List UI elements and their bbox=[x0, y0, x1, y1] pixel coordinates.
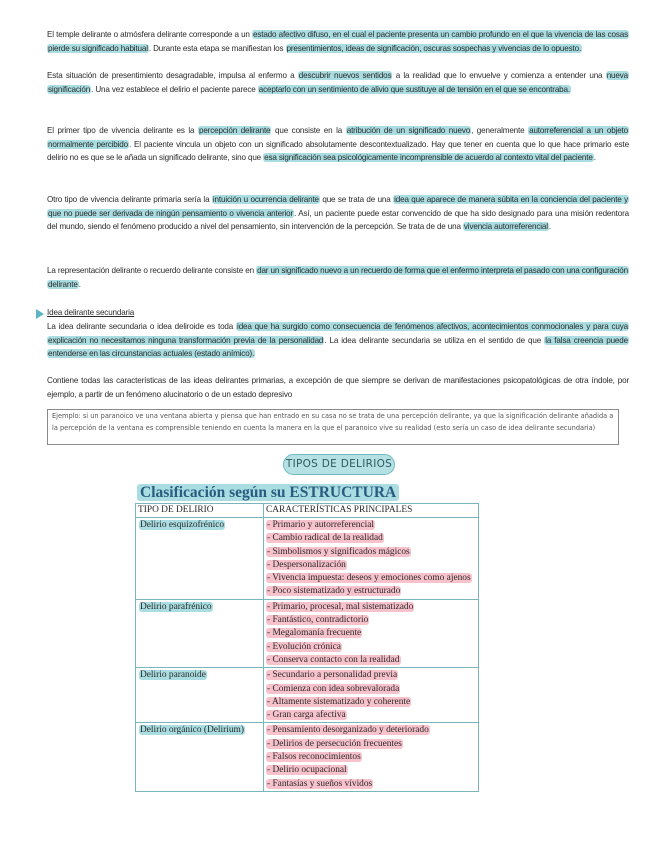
highlighted-text: vivencia autorreferencial bbox=[463, 222, 548, 232]
characteristic-text: - Comienza con idea sobrevalorada bbox=[267, 683, 400, 694]
text-segment: que consiste en la bbox=[271, 126, 346, 135]
highlighted-text: esa significación sea psicológicamente incomprensible de acuerdo al contexto vital del paciente bbox=[264, 153, 593, 163]
delirium-type-cell bbox=[136, 668, 264, 723]
highlighted-text: autorreferencial a un objeto normalmente percibido bbox=[48, 126, 628, 149]
col-type-header: TIPO DE DELIRIO bbox=[136, 504, 264, 518]
highlighted-text: intuición u ocurrencia delirante bbox=[212, 195, 319, 204]
table-row bbox=[136, 723, 479, 791]
characteristics-cell bbox=[264, 599, 479, 667]
highlighted-text: la falsa creencia puede entenderse en las circunstancias actuales (estado anímico). bbox=[48, 335, 628, 359]
delirium-type-cell bbox=[136, 723, 264, 791]
table-header-row bbox=[136, 504, 479, 518]
characteristic-item bbox=[266, 709, 476, 722]
highlighted-text: idea que ha surgido como consecuencia de fenómenos afectivos, acontecimientos conmocionales y para cuya explicación no necesitamos ninguna transformación previa de la personalidad bbox=[48, 322, 628, 345]
highlighted-text: descubrir nuevos sentidos bbox=[298, 71, 392, 80]
text-segment: . bbox=[78, 279, 81, 289]
highlighted-text: estado afectivo difuso, en el cual el paciente presenta un cambio profundo en el que la vivencia de las cosas pierde su significado habitual bbox=[48, 30, 628, 53]
delirium-type-cell bbox=[136, 599, 264, 667]
paragraph-presentimiento bbox=[47, 69, 629, 96]
text-segment: . bbox=[548, 222, 551, 232]
characteristic-text: - Primario, procesal, mal sistematizado bbox=[267, 601, 414, 612]
characteristic-text: - Altamente sistematizado y coherente bbox=[267, 696, 411, 707]
text-segment: . bbox=[593, 153, 596, 163]
characteristic-item bbox=[266, 778, 476, 791]
characteristic-item bbox=[266, 559, 476, 572]
text-segment: . La idea delirante secundaria se utiliza en el sentido de que bbox=[324, 335, 545, 345]
delirium-type-label: Delirio paranoide bbox=[140, 670, 206, 681]
characteristic-item bbox=[266, 519, 476, 532]
characteristic-item bbox=[266, 764, 476, 777]
characteristic-item bbox=[266, 627, 476, 640]
characteristic-text: - Despersonalización bbox=[267, 559, 346, 570]
characteristic-item bbox=[266, 572, 476, 585]
col-characteristics-header: CARACTERÍSTICAS PRINCIPALES bbox=[264, 504, 479, 518]
characteristic-item bbox=[266, 641, 476, 654]
characteristic-item bbox=[266, 614, 476, 627]
characteristic-item bbox=[266, 696, 476, 709]
characteristic-text: - Evolución crónica bbox=[267, 641, 341, 652]
example-box: Ejemplo: si un paranoico ve una ventana abierta y piensa que han entrado en su casa no se trata de una percepción delirante, ya que la significación delirante añadida a la percepción de la ventana es comprensible teniendo en cuenta la manera en la que el paranoico vive su realidad (esto sería un caso de idea delirante secundaria) bbox=[47, 409, 619, 445]
characteristic-text: - Poco sistematizado y estructurado bbox=[267, 586, 401, 597]
paragraph-temple-delirante bbox=[47, 28, 629, 55]
characteristic-text: - Pensamiento desorganizado y deteriorado bbox=[267, 725, 429, 736]
characteristic-item bbox=[266, 669, 476, 682]
characteristic-text: - Delirios de persecución frecuentes bbox=[267, 738, 402, 749]
paragraph-representacion-delirante bbox=[47, 264, 629, 291]
characteristic-text: - Gran carga afectiva bbox=[267, 710, 346, 721]
table-row bbox=[136, 668, 479, 723]
characteristic-text: - Fantástico, contradictorio bbox=[267, 615, 369, 626]
characteristic-item bbox=[266, 546, 476, 559]
classification-table bbox=[135, 503, 479, 792]
characteristics-cell bbox=[264, 723, 479, 791]
characteristics-cell bbox=[264, 668, 479, 723]
text-segment: La representación delirante o recuerdo delirante consiste en bbox=[47, 266, 257, 275]
paragraph-caracteristicas: Contiene todas las características de las ideas delirantes primarias, a excepción de que siempre se derivan de manifestaciones psicopatológicas de otra índole, por ejemplo, a partir de un fenómeno alucinatorio o de un estado depresivo bbox=[47, 376, 629, 399]
characteristic-item bbox=[266, 738, 476, 751]
text-segment: . El paciente vincula un objeto con un significado absolutamente descontextualizado. Hay que tener en cuenta que lo que hace primario este delirio no es que se le añada un significado delirante, sino que bbox=[47, 139, 629, 163]
highlighted-text: dar un significado nuevo a un recuerdo de forma que el enfermo interpreta el pasado con una configuración delirante bbox=[48, 266, 628, 289]
characteristic-text: - Conserva contacto con la realidad bbox=[267, 654, 400, 665]
text-segment: a la realidad que lo envuelve y comienza a entender una bbox=[392, 71, 606, 80]
characteristics-cell bbox=[264, 518, 479, 600]
characteristic-text: - Fantasías y sueños vívidos bbox=[267, 778, 373, 789]
secondary-idea-heading: Idea delirante secundaria bbox=[47, 308, 135, 317]
characteristic-text: - Delirio ocupacional bbox=[267, 765, 347, 776]
text-segment: El temple delirante o atmósfera delirante corresponde a un bbox=[47, 30, 252, 39]
delirium-type-label: Delirio esquizofrénico bbox=[140, 520, 225, 530]
table-row bbox=[136, 518, 479, 600]
text-segment: La idea delirante secundaria o idea deliroide es toda bbox=[47, 322, 237, 331]
characteristic-text: - Megalomanía frecuente bbox=[267, 628, 362, 639]
delirium-type-cell bbox=[136, 518, 264, 600]
characteristic-item bbox=[266, 724, 476, 737]
classification-title bbox=[137, 484, 497, 502]
delirium-type-label: Delirio parafrénico bbox=[140, 601, 212, 612]
section-arrow-icon bbox=[36, 309, 44, 319]
paragraph-intuicion-delirante bbox=[47, 193, 629, 234]
characteristic-item bbox=[266, 654, 476, 667]
highlighted-text: presentimientos, ideas de significación, oscuras sospechas y vivencias de lo opuesto. bbox=[286, 43, 582, 53]
characteristic-text: - Falsos reconocimientos bbox=[267, 752, 361, 763]
highlighted-text: percepción delirante bbox=[198, 126, 271, 135]
delirium-type-label: Delirio orgánico (Delirium) bbox=[140, 725, 244, 736]
paragraph-idea-secundaria bbox=[47, 320, 629, 361]
text-segment: Otro tipo de vivencia delirante primaria sería la bbox=[47, 195, 212, 204]
text-segment: . Una vez establece el delirio el paciente parece bbox=[91, 84, 258, 94]
text-segment: El primer tipo de vivencia delirante es la bbox=[47, 126, 198, 135]
characteristic-text: - Primario y autorreferencial bbox=[267, 520, 374, 530]
text-segment: . Así, un paciente puede estar convencido de que ha sido designado para una misión redentora del mundo, siendo el fenómeno producido a nivel del pensamiento, sin intervención de la percepción. Se trata de de una bbox=[47, 208, 629, 232]
paragraph-percepcion-delirante bbox=[47, 124, 629, 165]
text-segment: que se trata de una bbox=[319, 195, 394, 204]
highlighted-text: nueva significación bbox=[48, 71, 629, 94]
characteristic-text: - Simbolismos y significados mágicos bbox=[267, 546, 410, 557]
highlighted-text: aceptarlo con un sentimiento de alivio que sustituye al de tensión en el que se encontraba. bbox=[258, 84, 570, 94]
characteristic-item bbox=[266, 751, 476, 764]
text-segment: . Durante esta etapa se manifiestan los bbox=[148, 43, 286, 53]
characteristic-item bbox=[266, 532, 476, 545]
text-segment: , generalmente bbox=[471, 126, 529, 135]
characteristic-item bbox=[266, 585, 476, 598]
text-segment: Esta situación de presentimiento desagradable, impulsa al enfermo a bbox=[47, 71, 298, 80]
characteristic-text: - Vivencia impuesta: deseos y emociones como ajenos bbox=[267, 573, 471, 584]
highlighted-text: idea que aparece de manera súbita en la conciencia del paciente y que no puede ser derivada de ningún pensamiento o vivencia anterior bbox=[48, 195, 628, 218]
characteristic-text: - Secundario a personalidad previa bbox=[267, 670, 398, 681]
characteristic-text: - Cambio radical de la realidad bbox=[267, 533, 383, 544]
types-of-delusions-badge: TIPOS DE DELIRIOS bbox=[283, 454, 395, 475]
classification-title-text: Clasificación según su ESTRUCTURA bbox=[137, 484, 399, 501]
table-row bbox=[136, 599, 479, 667]
characteristic-item bbox=[266, 683, 476, 696]
highlighted-text: atribución de un significado nuevo bbox=[346, 126, 471, 135]
characteristic-item bbox=[266, 601, 476, 614]
